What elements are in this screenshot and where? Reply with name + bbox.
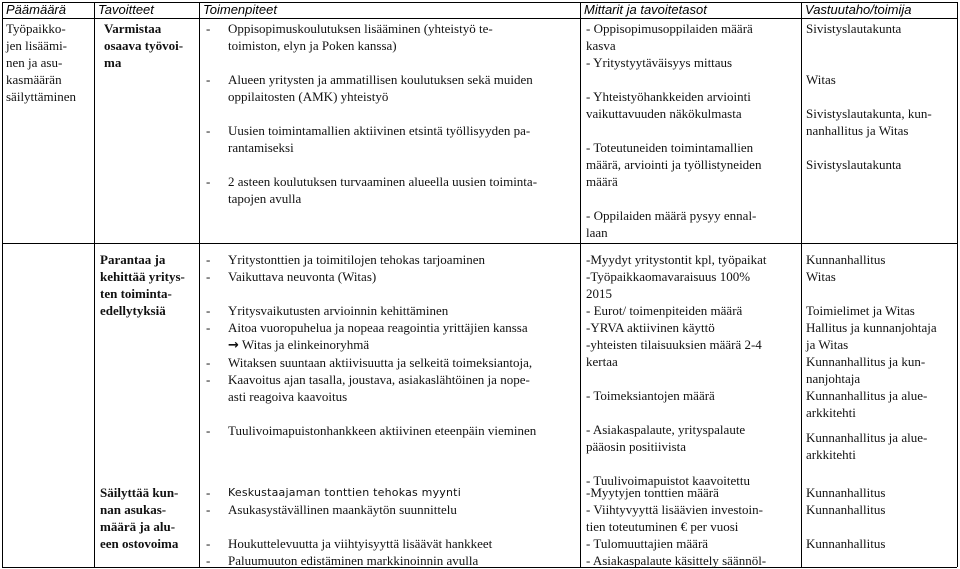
- row1-action-item: - Oppisopimuskoulutuksen lisääminen (yhteistyö te- toimiston, elyn ja Poken kanssa): [206, 21, 493, 53]
- row3-objective-line: Säilyttää kun-: [100, 485, 179, 500]
- row2-metric-line: kertaa: [586, 354, 618, 369]
- row1-metric-line: määrä, arviointi ja työllistyneiden: [586, 157, 762, 172]
- row1-metrics: [586, 20, 800, 241]
- row1-metric-line: - Yritystyytäväisyys mittaus: [586, 55, 733, 70]
- row2-responsible-line: Witas: [806, 269, 836, 284]
- row2-objective-line: edellytyksiä: [100, 303, 166, 318]
- row2-action-item: - Yritysvaikutusten arvioinnin kehittäminen: [206, 303, 449, 318]
- row1-metric-line: - Toteutuneiden toimintamallien: [586, 140, 754, 155]
- row1-responsible-line: Sivistyslautakunta, kun-: [806, 106, 932, 121]
- row1-action-item: - Uusien toimintamallien aktiivinen etsintä työllisyyden pa- rantamiseksi: [206, 123, 531, 155]
- row1-action-item: - Alueen yritysten ja ammatillisen koulutuksen sekä muiden oppilaitosten (AMK) yhteistyö: [206, 72, 533, 104]
- col-line-0: [2, 2, 3, 567]
- row3-responsible-line: Kunnanhallitus: [806, 536, 886, 551]
- row2-responsible-line: ja Witas: [806, 337, 849, 352]
- row2-metric-line: pääosin positiivista: [586, 439, 687, 454]
- row3-objective-line: nan asukas-: [100, 502, 167, 517]
- row3-action-item: - Asukasystävällinen maankäytön suunnittelu: [206, 502, 457, 517]
- row1-goal-line: nen ja asu-: [6, 55, 63, 70]
- row-divider-1: [2, 243, 957, 244]
- row1-objective-line: ma: [104, 55, 122, 70]
- row2-metric-line: -Työpaikkaomavaraisuus 100%: [586, 269, 751, 284]
- row2-metric-line: - Tuulivoimapuistot kaavoitettu: [586, 473, 750, 488]
- row3-actions: [206, 484, 578, 569]
- row3-metric-line: tien toteutuminen € per vuosi: [586, 519, 739, 534]
- col-line-3: [580, 2, 581, 567]
- row1-metric-line: vaikuttavuuden näkökulmasta: [586, 106, 742, 121]
- row2-metrics: [586, 251, 800, 489]
- row1-action-item: - 2 asteen koulutuksen turvaaminen alueella uusien toiminta- tapojen avulla: [206, 174, 538, 206]
- header-vastuutaho: Vastuutaho/toimija: [805, 2, 912, 17]
- header-divider: [2, 18, 957, 19]
- row1-responsible-line: Sivistyslautakunta: [806, 21, 902, 36]
- col-line-2: [199, 2, 200, 567]
- arrow-icon: →: [228, 338, 239, 353]
- row2-objective-line: ten toiminta-: [100, 286, 172, 301]
- row2-objective-line: Parantaa ja: [100, 252, 166, 267]
- row1-metric-line: laan: [586, 225, 608, 240]
- row1-goal-line: kasmäärän: [6, 72, 62, 87]
- row3-objective-line: määrä ja alu-: [100, 519, 176, 534]
- col-line-5: [957, 2, 958, 567]
- row1-metric-line: kasva: [586, 38, 616, 53]
- row2-action-item: - Kaavoitus ajan tasalla, joustava, asiakaslähtöinen ja nope- asti reagoiva kaavoitus: [206, 372, 530, 404]
- row2-action-item: → Witas ja elinkeinoryhmä: [228, 337, 370, 353]
- header-toimenpiteet: Toimenpiteet: [203, 2, 277, 17]
- row1-responsible-line: Witas: [806, 72, 836, 87]
- row2-responsible-line: nanjohtaja: [806, 371, 861, 386]
- row1-responsible-line: nanhallitus ja Witas: [806, 123, 909, 138]
- row2-responsible-line: Kunnanhallitus: [806, 252, 886, 267]
- row2-responsible-line: Hallitus ja kunnanjohtaja: [806, 320, 937, 335]
- row3-action-item: - Paluumuuton edistäminen markkinoinnin avulla: [206, 553, 479, 568]
- header-mittarit: Mittarit ja tavoitetasot: [584, 2, 707, 17]
- row2-responsible-line: Kunnanhallitus ja alue-: [806, 388, 928, 403]
- row1-metric-line: - Oppilaiden määrä pysyy ennal-: [586, 208, 757, 223]
- row1-goal: [6, 20, 92, 105]
- row2-action-item: - Vaikuttava neuvonta (Witas): [206, 269, 377, 284]
- row2-metric-line: - Asiakaspalaute, yrityspalaute: [586, 422, 746, 437]
- header-paamaara: Päämäärä: [6, 2, 66, 17]
- row2-action-item: - Witaksen suuntaan aktiivisuutta ja selkeitä toimeksiantoja,: [206, 355, 533, 370]
- row1-metric-line: määrä: [586, 174, 618, 189]
- col-line-4: [801, 2, 802, 567]
- row2-responsible-line: arkkitehti: [806, 447, 856, 462]
- row2-responsible-line: Kunnanhallitus ja alue-: [806, 430, 928, 445]
- row3-objective: [100, 484, 198, 552]
- row2-objective: [100, 251, 198, 319]
- row3-metric-line: -Myytyjen tonttien määrä: [586, 485, 719, 500]
- row2-metric-line: - Eurot/ toimenpiteiden määrä: [586, 303, 743, 318]
- row3-objective-line: een ostovoima: [100, 536, 179, 551]
- row2-objective-line: kehittää yritys-: [100, 269, 185, 284]
- row2-metric-line: -YRVA aktiivinen käyttö: [586, 320, 715, 335]
- row1-responsible-line: Sivistyslautakunta: [806, 157, 902, 172]
- row2-metric-line: -Myydyt yritystontit kpl, työpaikat: [586, 252, 767, 267]
- row1-objective-line: osaava työvoi-: [104, 38, 184, 53]
- row2-action-item: - Aitoa vuoropuhelua ja nopeaa reagointia yrittäjien kanssa: [206, 320, 528, 335]
- row2-responsible-line: Kunnanhallitus ja kun-: [806, 354, 926, 369]
- row3-metric-line: - Viihtyvyyttä lisäävien investoin-: [586, 502, 763, 517]
- col-line-1: [94, 2, 95, 567]
- row3-action-item: - Houkuttelevuutta ja viihtyisyyttä lisäävät hankkeet: [206, 536, 493, 551]
- row3-metric-line: - Asiakaspalaute käsittely säännöl-: [586, 553, 767, 568]
- row2-metric-line: - Toimeksiantojen määrä: [586, 388, 715, 403]
- row1-responsible: [806, 20, 956, 173]
- row2-responsible-line: arkkitehti: [806, 405, 856, 420]
- row2-metric-line: -yhteisten tilaisuuksien määrä 2-4: [586, 337, 762, 352]
- row2-action-item: - Tuulivoimapuistonhankkeen aktiivinen eteenpäin vieminen: [206, 423, 537, 438]
- row3-responsible-line: Kunnanhallitus: [806, 485, 886, 500]
- row2-responsible: [806, 251, 956, 463]
- row2-actions: [206, 251, 578, 439]
- header-tavoitteet: Tavoitteet: [98, 2, 154, 17]
- row2-action-item: - Yritystonttien ja toimitilojen tehokas tarjoaminen: [206, 252, 486, 267]
- row3-responsible-line: Kunnanhallitus: [806, 502, 886, 517]
- row1-metric-line: - Oppisopimusoppilaiden määrä: [586, 21, 753, 36]
- row1-objective: [104, 20, 198, 71]
- row1-goal-line: säilyttäminen: [6, 89, 77, 104]
- row3-responsible: [806, 484, 956, 552]
- row3-metric-line: - Tulomuuttajien määrä: [586, 536, 709, 551]
- row1-goal-line: jen lisäämi-: [6, 38, 68, 53]
- row3-action-item: - Keskustaajaman tonttien tehokas myynti: [206, 485, 461, 500]
- row2-metric-line: 2015: [586, 286, 612, 301]
- row1-objective-line: Varmistaa: [104, 21, 162, 36]
- row1-metric-line: - Yhteistyöhankkeiden arviointi: [586, 89, 751, 104]
- row1-goal-line: Työpaikko-: [6, 21, 66, 36]
- row1-actions: [206, 20, 578, 207]
- row2-responsible-line: Toimielimet ja Witas: [806, 303, 915, 318]
- row3-metrics: [586, 484, 800, 569]
